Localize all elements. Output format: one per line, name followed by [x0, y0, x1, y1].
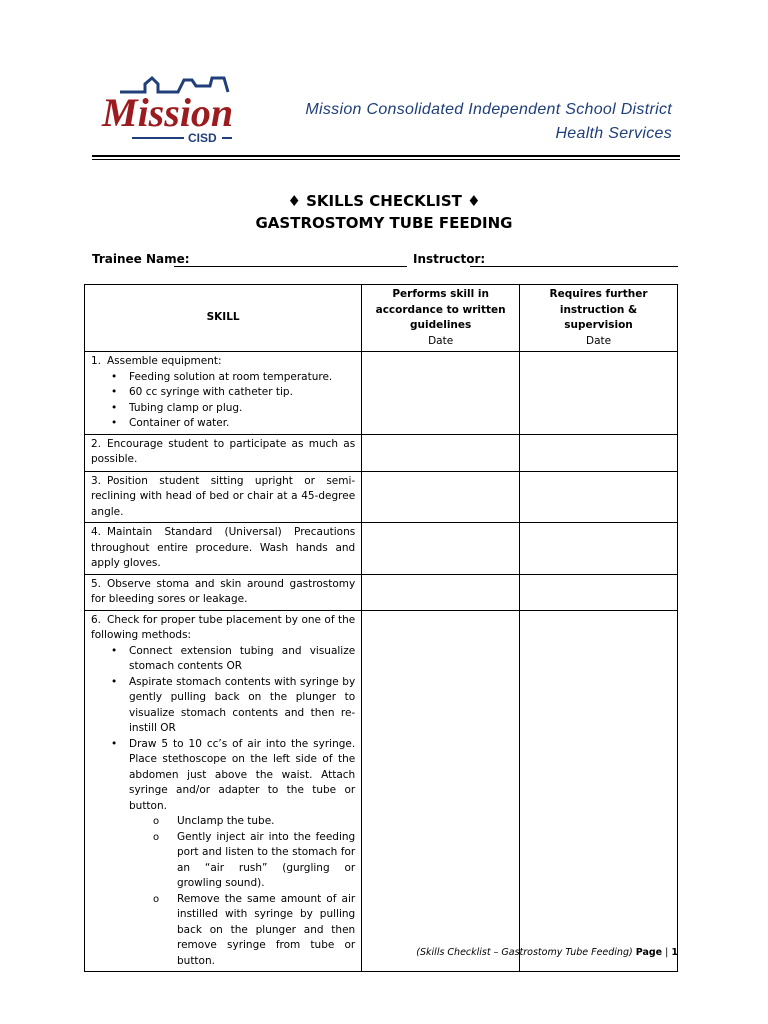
list-item: • Aspirate stomach contents with syringe by gently pulling back on the plunger to visualize stomach contents and then re-instill OR [129, 675, 355, 737]
performs-date-cell[interactable] [362, 471, 520, 523]
mission-cisd-logo [100, 70, 240, 148]
list-item: • Draw 5 to 10 cc’s of air into the syringe. Place stethoscope on the left side of the abdomen just above the waist. Attach syringe and/or adapter to the tube or button. [129, 737, 355, 815]
requires-column-header: Requires further instruction & supervision Date [520, 285, 678, 352]
skill-cell: 3. Position student sitting upright or semi-reclining with head of bed or chair at a 45-degree angle. [85, 471, 362, 523]
checklist-title: ♦ SKILLS CHECKLIST ♦ [287, 192, 481, 210]
checklist-subtitle: GASTROSTOMY TUBE FEEDING [255, 214, 513, 232]
table-row [85, 434, 678, 471]
footer-page-label: Page [635, 947, 663, 958]
footer-doc-title: (Skills Checklist – Gastrostomy Tube Feeding) [416, 947, 633, 958]
requires-date-cell[interactable] [520, 610, 678, 972]
list-item: o Gently inject air into the feeding port and listen to the stomach for an “air rush” (gurgling or growling sound). [177, 830, 355, 892]
requires-date-cell[interactable] [520, 434, 678, 471]
skill-column-header: SKILL [85, 285, 362, 352]
page-footer [416, 947, 678, 958]
requires-date-cell[interactable] [520, 574, 678, 610]
skills-table [84, 284, 678, 972]
list-item: • Container of water. [129, 416, 355, 432]
logo-wordmark: Mission [102, 90, 234, 135]
skill-cell: 2. Encourage student to participate as much as possible. [85, 434, 362, 471]
requires-date-cell[interactable] [520, 523, 678, 575]
table-row [85, 523, 678, 575]
performs-date-cell[interactable] [362, 434, 520, 471]
skill-cell: 1. Assemble equipment: • Feeding solution at room temperature. • 60 cc syringe with catheter tip. • Tubing clamp or plug. • Container of water. [85, 352, 362, 435]
table-row [85, 352, 678, 435]
performs-date-cell[interactable] [362, 352, 520, 435]
list-item: • Feeding solution at room temperature. [129, 370, 355, 386]
footer-separator: | [665, 947, 669, 958]
skill-cell: 5. Observe stoma and skin around gastrostomy for bleeding sores or leakage. [85, 574, 362, 610]
district-header [305, 98, 672, 146]
footer-page-number: 1 [671, 947, 678, 958]
skill-cell: 6. Check for proper tube placement by one of the following methods: • Connect extension tubing and visualize stomach contents OR • Aspirate stomach contents with syringe by gently pulling back on the plunger to visualize stomach contents and then re-instill OR • Draw 5 to 10 cc’s of air into the syringe. Place stethoscope on the left side of the abdomen just above the waist. Attach syringe and/or adapter to the tube or button. o Unclamp the tube. o Gently inject air into the feeding port and listen to the stomach for an “air rush” (gurgling or growling sound). o Remove the same amount of air instilled with syringe by pulling back on the plunger and then remove syringe from tube or button. [85, 610, 362, 972]
department-name: Health Services [555, 125, 672, 142]
trainee-name-label: Trainee Name: [92, 252, 190, 266]
list-item: o Unclamp the tube. [177, 814, 355, 830]
instructor-label: Instructor: [413, 252, 486, 266]
table-row [85, 574, 678, 610]
table-row [85, 471, 678, 523]
district-name: Mission Consolidated Independent School District [305, 101, 672, 118]
logo-subtext: CISD [188, 131, 217, 145]
performs-date-cell[interactable] [362, 523, 520, 575]
table-row [85, 610, 678, 972]
performs-column-header: Performs skill in accordance to written guidelines Date [362, 285, 520, 352]
performs-date-cell[interactable] [362, 610, 520, 972]
skill-cell: 4. Maintain Standard (Universal) Precautions throughout entire procedure. Wash hands and apply gloves. [85, 523, 362, 575]
header-rule-thin [92, 159, 680, 160]
table-header-row [85, 285, 678, 352]
requires-date-cell[interactable] [520, 471, 678, 523]
list-item: • 60 cc syringe with catheter tip. [129, 385, 355, 401]
instructor-line[interactable] [470, 266, 678, 267]
header-rule [92, 155, 680, 157]
trainee-name-line[interactable] [174, 266, 407, 267]
list-item: o Remove the same amount of air instilled with syringe by pulling back on the plunger and then remove syringe from tube or button. [177, 892, 355, 970]
list-item: • Connect extension tubing and visualize stomach contents OR [129, 644, 355, 675]
list-item: • Tubing clamp or plug. [129, 401, 355, 417]
requires-date-cell[interactable] [520, 352, 678, 435]
performs-date-cell[interactable] [362, 574, 520, 610]
